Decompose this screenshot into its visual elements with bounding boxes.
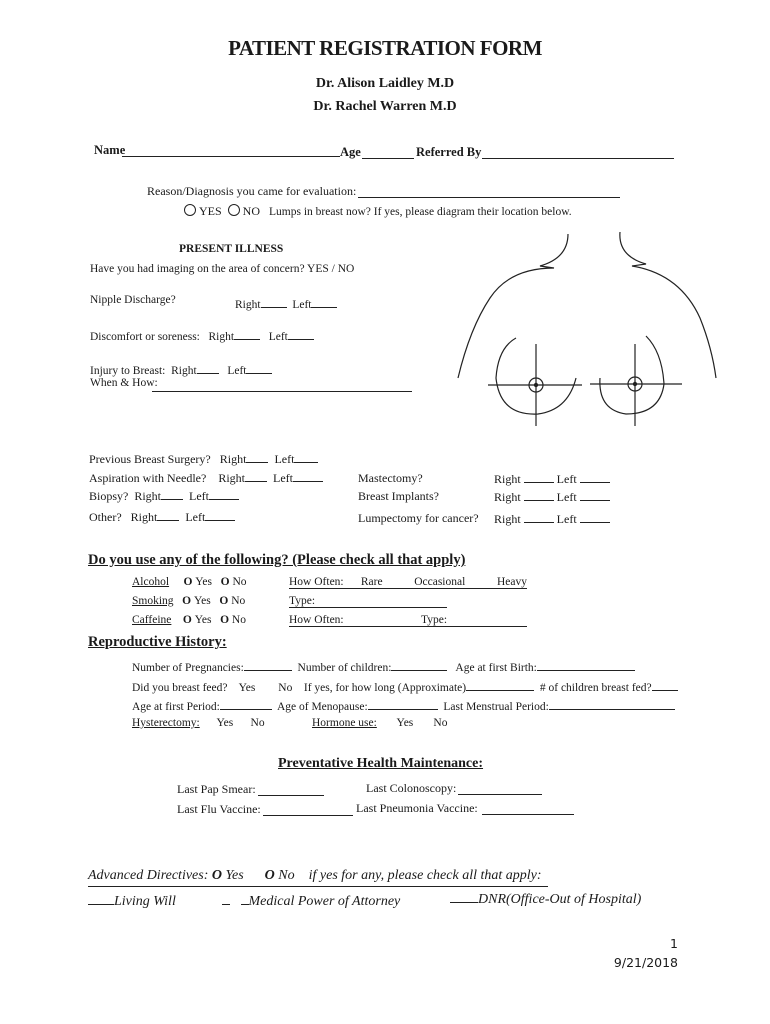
lumps-question: Lumps in breast now? If yes, please diagram their location below. (269, 206, 572, 218)
right-label: Right (494, 512, 521, 526)
colonoscopy-label: Last Colonoscopy: (366, 781, 457, 795)
lumps-row (184, 204, 572, 219)
aspiration-right-field[interactable] (245, 470, 267, 482)
reason-field[interactable] (358, 184, 620, 198)
left-label: Left (227, 365, 247, 377)
pregnancies-row (132, 659, 635, 674)
form-date: 9/21/2018 (613, 955, 678, 970)
nipple-label: Nipple Discharge? (90, 294, 176, 306)
breastfeed-no[interactable]: No (278, 682, 293, 694)
right-label: Right (208, 331, 235, 343)
aspiration-row (89, 470, 323, 486)
caffeine-type-label: Type: (421, 614, 448, 626)
menopause-label: Age of Menopause: (276, 701, 368, 713)
surgery-right-field[interactable] (246, 451, 268, 463)
left-label: Left (274, 452, 295, 466)
right-breast (600, 336, 664, 414)
occasional-option[interactable]: Occasional (414, 576, 466, 588)
substance-use-heading: Do you use any of the following? (Please check all that apply) (88, 552, 466, 568)
left-label: Left (185, 510, 206, 524)
when-field[interactable] (152, 380, 412, 392)
caffeine-no-radio[interactable]: O (220, 614, 230, 626)
no-label: No (231, 614, 246, 626)
first-period-field[interactable] (220, 698, 272, 710)
alcohol-no-radio[interactable]: O (220, 576, 230, 588)
pap-field[interactable] (258, 782, 324, 796)
poa-field-b[interactable] (241, 893, 249, 905)
lumpectomy-right-field[interactable] (524, 511, 554, 523)
children-fed-label: # of children breast fed? (539, 682, 652, 694)
pap-label: Last Pap Smear: (177, 782, 256, 796)
aspiration-left-field[interactable] (293, 470, 323, 482)
no-label: No (231, 595, 246, 607)
lumps-no-radio[interactable] (228, 204, 240, 216)
directives-label: Advanced Directives: (88, 868, 209, 883)
last-period-label: Last Menstrual Period: (443, 701, 549, 713)
poa-row (222, 893, 400, 910)
pregnancies-field[interactable] (244, 659, 292, 671)
implants-sides (494, 489, 610, 505)
torso-left-outline (458, 234, 568, 378)
how-often-label: How Often: (289, 576, 344, 588)
biopsy-right-field[interactable] (161, 488, 183, 500)
doctor-1: Dr. Alison Laidley M.D (315, 76, 455, 91)
colonoscopy-field[interactable] (458, 781, 542, 795)
page-number: 1 (670, 936, 678, 951)
directives-no-radio[interactable]: O (264, 868, 275, 883)
caffeine-label: Caffeine (132, 614, 172, 626)
lumpectomy-left-field[interactable] (580, 511, 610, 523)
discomfort-left-field[interactable] (288, 328, 314, 340)
alcohol-row (132, 576, 247, 588)
right-label: Right (130, 510, 158, 524)
yes-label: Yes (194, 595, 211, 607)
present-illness-heading: PRESENT ILLNESS (179, 243, 284, 255)
biopsy-row (89, 488, 239, 504)
alcohol-yes-radio[interactable]: O (183, 576, 193, 588)
imaging-question: Have you had imaging on the area of concern? YES / NO (90, 263, 355, 275)
surgery-row (89, 451, 318, 467)
biopsy-left-field[interactable] (209, 488, 239, 500)
left-label: Left (556, 512, 577, 526)
left-label: Left (268, 331, 288, 343)
lumpectomy-label: Lumpectomy for cancer? (358, 511, 479, 525)
other-right-field[interactable] (157, 509, 179, 521)
left-label: Left (556, 472, 577, 486)
last-period-field[interactable] (549, 698, 675, 710)
hysterectomy-no[interactable]: No (250, 717, 265, 729)
right-label: Right (134, 489, 162, 503)
doctor-2: Dr. Rachel Warren M.D (313, 99, 457, 114)
alcohol-label: Alcohol (132, 576, 170, 588)
surgery-label: Previous Breast Surgery? (89, 452, 211, 466)
mastectomy-label: Mastectomy? (358, 471, 423, 485)
yes-label: Yes (195, 576, 212, 588)
smoking-label: Smoking (132, 595, 174, 607)
pneumonia-label: Last Pneumonia Vaccine: (356, 801, 478, 815)
dnr-row (450, 891, 641, 908)
smoking-yes-radio[interactable]: O (182, 595, 192, 607)
right-label: Right (235, 299, 261, 311)
breastfeed-label: Did you breast feed? (132, 682, 228, 694)
rare-option[interactable]: Rare (360, 576, 383, 588)
how-long-field[interactable] (466, 679, 534, 691)
caffeine-yes-radio[interactable]: O (182, 614, 192, 626)
injury-right-field[interactable] (197, 362, 219, 374)
no-label: NO (242, 204, 261, 218)
breast-diagram[interactable] (450, 228, 730, 438)
breastfeed-yes[interactable]: Yes (238, 682, 256, 694)
heavy-option[interactable]: Heavy (496, 576, 527, 588)
hormone-label: Hormone use: (312, 717, 377, 729)
referred-label: Referred By (416, 145, 482, 159)
caffeine-row (132, 614, 246, 626)
right-label: Right (218, 471, 245, 485)
age-label: Age (340, 145, 361, 159)
aspiration-label: Aspiration with Needle? (89, 471, 207, 485)
implants-right-field[interactable] (524, 489, 554, 501)
reproductive-heading: Reproductive History: (88, 634, 227, 650)
yes-label: YES (199, 204, 222, 218)
no-label: No (232, 576, 247, 588)
name-field[interactable] (122, 143, 340, 157)
reason-label: Reason/Diagnosis you came for evaluation: (147, 184, 357, 198)
living-will-row (88, 893, 176, 910)
left-label: Left (292, 299, 312, 311)
children-field[interactable] (391, 659, 447, 671)
living-will-field[interactable] (88, 893, 114, 905)
hysterectomy-yes[interactable]: Yes (216, 717, 234, 729)
first-birth-field[interactable] (537, 659, 635, 671)
nipple-left-field[interactable] (311, 296, 337, 308)
caffeine-how-often-label: How Often: (289, 614, 344, 626)
implants-left-field[interactable] (580, 489, 610, 501)
right-label: Right (171, 365, 197, 377)
children-label: Number of children: (297, 662, 392, 674)
hormone-yes[interactable]: Yes (396, 717, 414, 729)
discomfort-right-field[interactable] (234, 328, 260, 340)
yes-label: Yes (225, 868, 244, 883)
preventative-heading: Preventative Health Maintenance: (278, 756, 484, 771)
living-will-label: Living Will (114, 894, 176, 909)
children-fed-field[interactable] (652, 679, 678, 691)
left-label: Left (272, 471, 293, 485)
first-birth-label: Age at first Birth: (455, 662, 537, 674)
poa-label: Medical Power of Attorney (248, 894, 401, 909)
implants-label: Breast Implants? (358, 489, 439, 503)
breastfeed-row (132, 679, 678, 694)
lumpectomy-sides (494, 511, 610, 527)
hysterectomy-label: Hysterectomy: (132, 717, 200, 729)
right-label: Right (494, 472, 521, 486)
poa-field-a[interactable] (222, 893, 230, 905)
alcohol-frequency (289, 576, 527, 588)
no-label: No (278, 868, 295, 883)
other-label: Other? (89, 510, 122, 524)
hormone-row (312, 717, 447, 729)
caffeine-how-often-field[interactable] (289, 626, 527, 627)
right-label: Right (219, 452, 247, 466)
mastectomy-left-field[interactable] (580, 471, 610, 483)
nipple-right-field[interactable] (261, 296, 287, 308)
name-label: Name (94, 143, 126, 157)
dnr-field[interactable] (450, 891, 478, 903)
pregnancies-label: Number of Pregnancies: (132, 662, 244, 674)
smoking-no-radio[interactable]: O (219, 595, 229, 607)
flu-label: Last Flu Vaccine: (177, 802, 261, 816)
other-left-field[interactable] (205, 509, 235, 521)
surgery-left-field[interactable] (294, 451, 318, 463)
first-period-label: Age at first Period: (132, 701, 220, 713)
other-row (89, 509, 235, 525)
how-long-label: If yes, for how long (Approximate) (303, 682, 467, 694)
biopsy-label: Biopsy? (89, 489, 129, 503)
discomfort-label: Discomfort or soreness: (90, 331, 200, 343)
pneumonia-field[interactable] (482, 801, 574, 815)
flu-field[interactable] (263, 802, 353, 816)
mastectomy-right-field[interactable] (524, 471, 554, 483)
lumps-yes-radio[interactable] (184, 204, 196, 216)
right-label: Right (494, 490, 521, 504)
nipple-right-left (235, 296, 337, 311)
left-label: Left (556, 490, 577, 504)
hormone-no[interactable]: No (433, 717, 448, 729)
injury-label: Injury to Breast: (90, 365, 166, 377)
alcohol-underline (289, 588, 527, 589)
mastectomy-sides (494, 471, 610, 487)
directives-note: if yes for any, please check all that apply: (308, 868, 542, 883)
yes-label: Yes (194, 614, 212, 626)
menopause-field[interactable] (368, 698, 438, 710)
referred-field[interactable] (482, 145, 674, 159)
when-label: When & How: (90, 377, 158, 389)
torso-right-outline (620, 232, 716, 378)
directives-yes-radio[interactable]: O (211, 868, 222, 883)
smoking-type-label: Type: (289, 595, 316, 607)
smoking-row (132, 595, 245, 607)
injury-row (90, 362, 272, 377)
left-label: Left (189, 489, 210, 503)
smoking-type-field[interactable] (289, 607, 447, 608)
form-title: PATIENT REGISTRATION FORM (228, 36, 542, 60)
injury-left-field[interactable] (246, 362, 272, 374)
discomfort-row (90, 328, 314, 343)
directives-row (88, 868, 542, 884)
age-field[interactable] (362, 145, 414, 159)
dnr-label: DNR(Office-Out of Hospital) (478, 892, 642, 907)
hysterectomy-row (132, 717, 265, 729)
period-row (132, 698, 675, 713)
